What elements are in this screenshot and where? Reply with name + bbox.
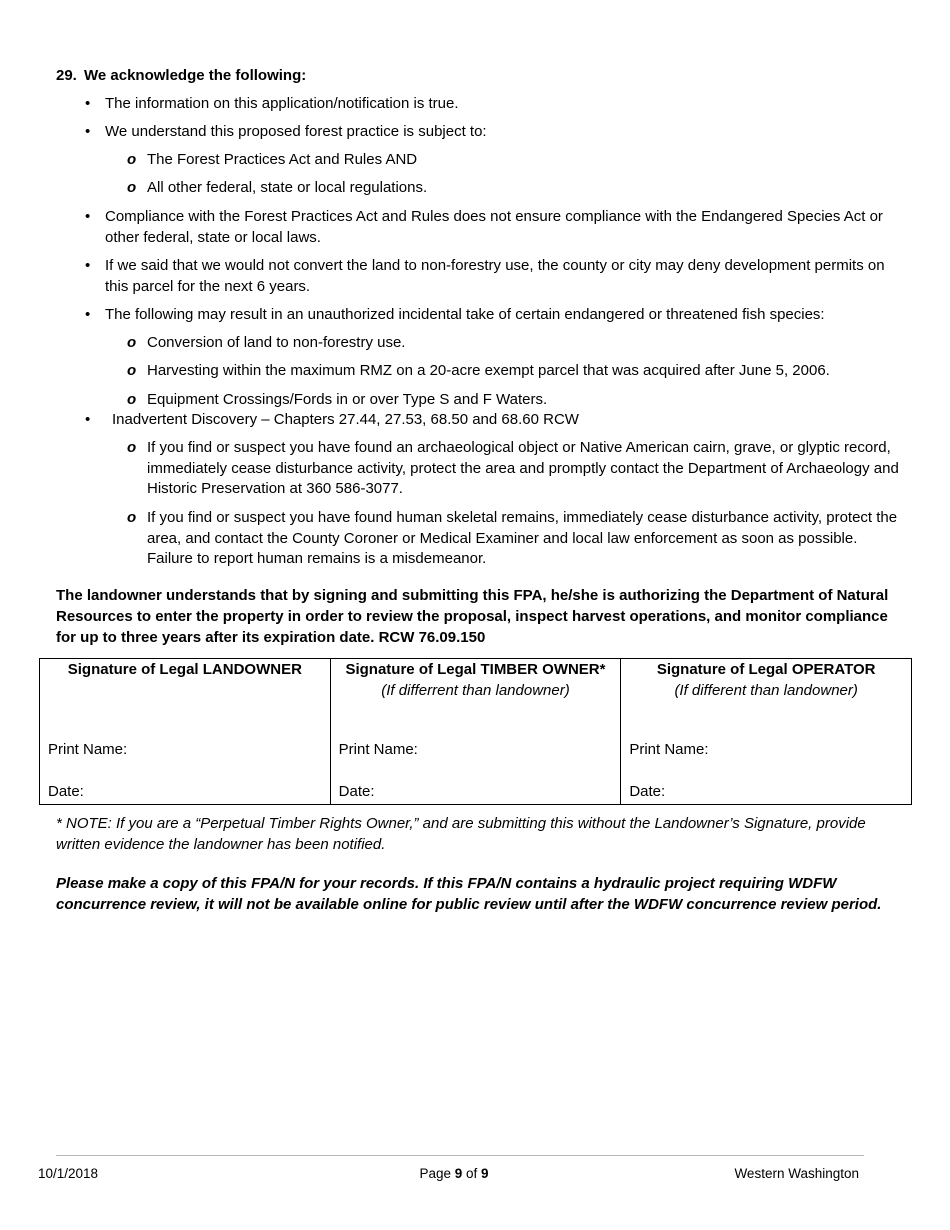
sub-list-item: o Conversion of land to non-forestry use.: [147, 333, 907, 354]
circle-bullet-icon: o: [127, 439, 137, 456]
timber-owner-signature-note: (If differrent than landowner): [381, 682, 570, 699]
landowner-signature-title: Signature of Legal LANDOWNER: [67, 661, 302, 678]
operator-signature-title: Signature of Legal OPERATOR: [656, 661, 876, 678]
sub-list-item: o If you find or suspect you have found human skeletal remains, immediately cease disturbance activity, protect the area, and contact the County Coroner or Medical Examiner and local law enforcement as soon as possible. Failure to report human remains is a misdemeanor.: [127, 509, 898, 567]
total-pages: 9: [481, 1166, 489, 1181]
list-item: • The information on this application/notification is true.: [105, 94, 905, 115]
copy-notice: Please make a copy of this FPA/N for your records. If this FPA/N contains a hydraulic project requiring WDFW concurrence review, it will not be available online for public review until after the WDFW concurrence review period.: [56, 875, 882, 913]
timber-owner-signature-cell[interactable]: [330, 659, 621, 805]
sub-list-item: o The Forest Practices Act and Rules AND: [147, 150, 907, 171]
circle-bullet-icon: o: [127, 391, 137, 408]
authorization-statement: The landowner understands that by signing and submitting this FPA, he/she is authorizing the Department of Natural Resources to enter the property in order to review the proposal, inspect harvest operations, and monitor compliance for up to three years after its expiration date. RCW 76.09.150: [56, 587, 889, 646]
footer-date: 10/1/2018: [38, 1166, 99, 1181]
circle-bullet-icon: o: [127, 179, 137, 196]
list-item: • Inadvertent Discovery – Chapters 27.44, 27.53, 68.50 and 68.60 RCW: [112, 410, 902, 431]
section-heading: [56, 67, 306, 84]
operator-date-label: Date:: [629, 783, 666, 800]
timber-owner-signature-title: Signature of Legal TIMBER OWNER*: [345, 661, 606, 678]
bullet-icon: •: [85, 306, 91, 323]
list-item: • Compliance with the Forest Practices Act and Rules does not ensure compliance with the Endangered Species Act or other federal, state or local laws.: [85, 208, 883, 246]
circle-bullet-icon: o: [127, 334, 137, 351]
operator-signature-note: (If different than landowner): [674, 682, 858, 699]
sub-list-item: o If you find or suspect you have found an archaeological object or Native American cairn, grave, or glyptic record, immediately cease disturbance activity, protect the area and promptly contact the Department of Archaeology and Historic Preservation at 360 586-3077.: [127, 439, 899, 497]
sub-list-item: o Harvesting within the maximum RMZ on a 20-acre exempt parcel that was acquired after June 5, 2006.: [147, 361, 907, 382]
landowner-print-name-label: Print Name:: [48, 741, 128, 758]
circle-bullet-icon: o: [127, 509, 137, 526]
perpetual-rights-note: * NOTE: If you are a “Perpetual Timber Rights Owner,” and are submitting this without the Landowner’s Signature, provide written evidence the landowner has been notified.: [56, 815, 866, 853]
section-number: 29.: [56, 67, 77, 84]
bullet-icon: •: [85, 208, 91, 225]
bullet-icon: •: [85, 123, 91, 140]
page-number: Page 9 of 9: [419, 1166, 489, 1181]
sub-list-item: o All other federal, state or local regulations.: [147, 178, 907, 199]
circle-bullet-icon: o: [127, 362, 137, 379]
landowner-date-label: Date:: [48, 783, 84, 800]
list-item: • The following may result in an unauthorized incidental take of certain endangered or threatened fish species:: [105, 305, 905, 326]
timber-owner-print-name-label: Print Name:: [338, 741, 418, 758]
footer-divider: [56, 1155, 864, 1156]
operator-print-name-label: Print Name:: [629, 741, 709, 758]
section-title: We acknowledge the following:: [84, 67, 307, 84]
bullet-icon: •: [85, 257, 91, 274]
operator-signature-cell[interactable]: [621, 659, 912, 805]
list-item: • We understand this proposed forest practice is subject to:: [105, 122, 905, 143]
signature-table: [39, 658, 912, 805]
landowner-signature-cell[interactable]: [40, 659, 331, 805]
footer-region: Western Washington: [734, 1166, 859, 1181]
current-page: 9: [454, 1166, 463, 1181]
bullet-icon: •: [85, 411, 91, 428]
sub-list-item: o Equipment Crossings/Fords in or over Type S and F Waters.: [147, 390, 907, 411]
list-item: • If we said that we would not convert the land to non-forestry use, the county or city may deny development permits on this parcel for the next 6 years.: [85, 257, 885, 295]
circle-bullet-icon: o: [127, 151, 137, 168]
timber-owner-date-label: Date:: [338, 783, 375, 800]
bullet-icon: •: [85, 95, 91, 112]
